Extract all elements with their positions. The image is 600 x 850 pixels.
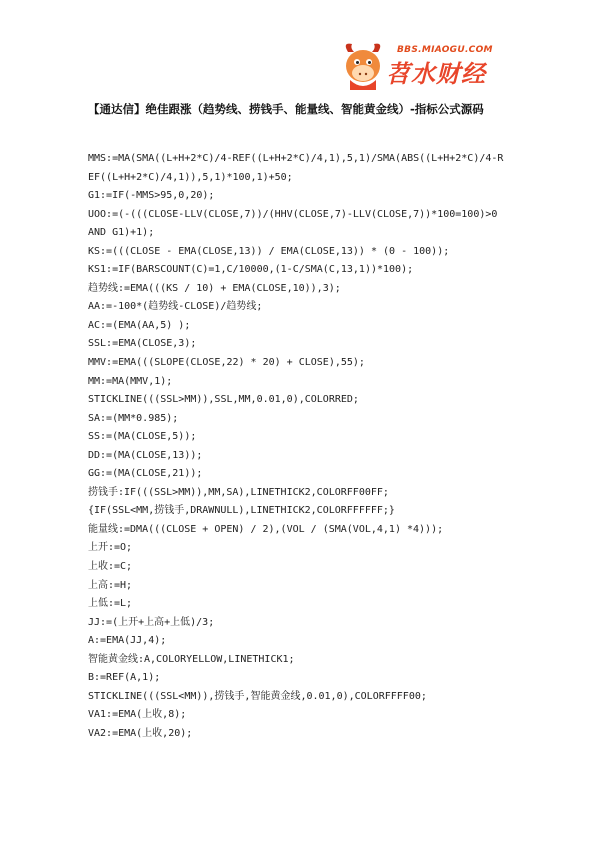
code-line: 趋势线:=EMA(((KS / 10) + EMA(CLOSE,10)),3); [88, 282, 341, 294]
code-line: 上低:=L; [88, 598, 133, 610]
code-line: MMV:=EMA(((SLOPE(CLOSE,22) * 20) + CLOSE),55); [88, 357, 365, 369]
code-line: AA:=-100*(趋势线-CLOSE)/趋势线; [88, 301, 263, 313]
code-line: KS:=(((CLOSE - EMA(CLOSE,13)) / EMA(CLOSE,13)) * (0 - 100)); [88, 245, 450, 257]
formula-code-block [88, 150, 538, 744]
code-line: EF((L+H+2*C)/4,1)),5,1)*100,1)+50; [88, 171, 293, 183]
code-line: AND G1)+1); [88, 227, 155, 239]
code-line: JJ:=(上开+上高+上低)/3; [88, 616, 215, 628]
code-line: G1:=IF(-MMS>95,0,20); [88, 190, 215, 202]
code-line: GG:=(MA(CLOSE,21)); [88, 468, 203, 480]
code-line: AC:=(EMA(AA,5) ); [88, 319, 191, 331]
code-line: STICKLINE(((SSL<MM)),捞钱手,智能黄金线,0.01,0),COLORFFFF00; [88, 690, 427, 702]
code-line: SS:=(MA(CLOSE,5)); [88, 431, 197, 443]
code-line: 上开:=O; [88, 542, 133, 554]
logo-brand-text: 苕水财经 [386, 60, 486, 88]
code-line: STICKLINE(((SSL>MM)),SSL,MM,0.01,0),COLORRED; [88, 394, 359, 406]
document-title: 【通达信】绝佳跟涨（趋势线、捞钱手、能量线、智能黄金线）-指标公式源码 [88, 102, 484, 116]
code-line: 上收:=C; [88, 561, 133, 573]
code-line: 捞钱手:IF(((SSL>MM)),MM,SA),LINETHICK2,COLORFF00FF; [88, 486, 389, 498]
code-line: 能量线:=DMA(((CLOSE + OPEN) / 2),(VOL / (SMA(VOL,4,1) *4))); [88, 523, 444, 535]
code-line: VA2:=EMA(上收,20); [88, 727, 193, 739]
code-line: SA:=(MM*0.985); [88, 412, 179, 424]
code-line: B:=REF(A,1); [88, 672, 161, 684]
code-line: MMS:=MA(SMA((L+H+2*C)/4-REF((L+H+2*C)/4,1),5,1)/SMA(ABS((L+H+2*C)/4-R [88, 153, 504, 164]
code-line: 上高:=H; [88, 579, 133, 591]
code-line: {IF(SSL<MM,捞钱手,DRAWNULL),LINETHICK2,COLORFFFFFF;} [88, 505, 395, 517]
code-line: MM:=MA(MMV,1); [88, 375, 173, 387]
code-line: KS1:=IF(BARSCOUNT(C)=1,C/10000,(1-C/SMA(C,13,1))*100); [88, 264, 414, 276]
code-line: SSL:=EMA(CLOSE,3); [88, 338, 197, 350]
code-line: 智能黄金线:A,COLORYELLOW,LINETHICK1; [88, 653, 295, 665]
logo-url-text: BBS.MIAOGU.COM [397, 45, 493, 55]
code-line: DD:=(MA(CLOSE,13)); [88, 449, 203, 461]
code-line: VA1:=EMA(上收,8); [88, 709, 187, 721]
code-line: A:=EMA(JJ,4); [88, 635, 167, 647]
code-line: UOO:=(-(((CLOSE-LLV(CLOSE,7))/(HHV(CLOSE,7)-LLV(CLOSE,7))*100=100)>0 [88, 208, 498, 220]
